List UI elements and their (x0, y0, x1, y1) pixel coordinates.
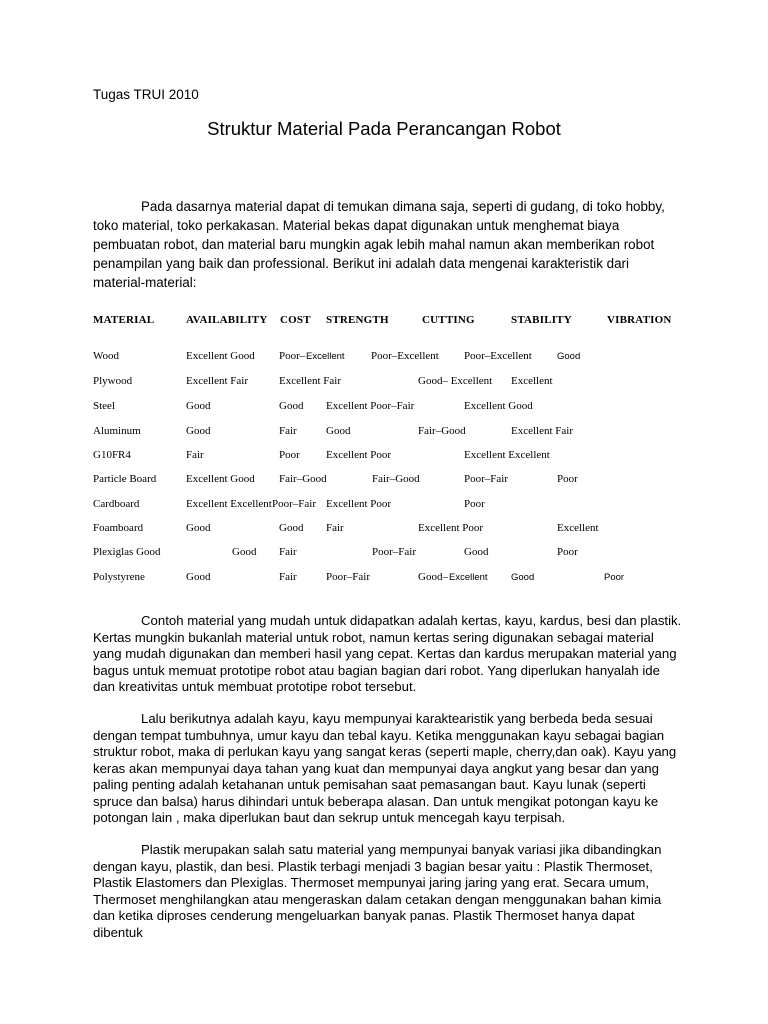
table-cell: Fair (279, 425, 297, 437)
table-cell: Poor–Fair (326, 571, 370, 583)
table-cell: Poor (604, 572, 625, 583)
table-cell: Excellent (511, 375, 553, 387)
table-cell: Good (186, 571, 211, 583)
table-cell: Good (326, 425, 351, 437)
table-header-vibration: VIBRATION (607, 314, 672, 326)
table-cell: Poor–Fair (272, 498, 316, 510)
table-cell: Good– (418, 571, 448, 583)
table-cell: Poor–Fair (372, 546, 416, 558)
table-cell: Fair–Good (418, 425, 466, 437)
table-cell: Good (186, 522, 211, 534)
intro-paragraph (93, 197, 683, 292)
body-paragraph (93, 711, 683, 827)
table-cell: Poor (279, 449, 300, 461)
table-cell: Excellent Fair (511, 425, 574, 437)
paragraph-text: Lalu berikutnya adalah kayu, kayu mempunyai karaktearistik yang berbeda beda sesuai dengan tempat tumbuhnya, umur kayu dan tebal kayu. Ketika menggunakan kayu sebagai bagian struktur robot, maka di perlukan kayu yang sangat keras (seperti maple, cherry,dan oak). Kayu yang keras akan mempunyai daya tahan yang kuat dan mempunyai daya angkut yang besar dan yang paling penting adalah ketahanan untuk pemisahan saat pemasangan baut. Kayu lunak (seperti spruce dan balsa) harus dihindari untuk beberapa alasan. Dan untuk mengikat potongan kayu ke potongan lain , maka diperlukan baut dan sekrup untuk mencegah kayu terpisah. (93, 711, 677, 825)
table-cell: Good (464, 546, 489, 558)
table-cell: Excellent Fair (279, 375, 342, 387)
table-cell: Plexiglas Good (93, 546, 161, 558)
table-cell: G10FR4 (93, 449, 131, 461)
body-paragraph (93, 842, 683, 941)
table-cell: Good (557, 351, 581, 362)
table-header-material: MATERIAL (93, 314, 155, 326)
document-title: Struktur Material Pada Perancangan Robot (207, 118, 561, 139)
table-cell: Excellent Poor–Fair (326, 400, 415, 412)
table-cell: Excellent Excellent (186, 498, 272, 510)
table-cell: Fair–Good (279, 473, 327, 485)
table-cell: Excellent Poor (326, 449, 392, 461)
table-header-availability: AVAILABILITY (186, 314, 268, 326)
table-cell: Fair (326, 522, 344, 534)
table-cell: Poor–Excellent (371, 350, 439, 362)
table-header-cost: COST (280, 314, 311, 326)
table-cell: Fair–Good (372, 473, 420, 485)
table-cell: Excellent Good (186, 350, 255, 362)
table-cell: Fair (279, 571, 297, 583)
table-cell: Fair (279, 546, 297, 558)
table-cell: Excellent (557, 522, 599, 534)
table-cell: Poor (464, 498, 485, 510)
body-paragraph (93, 613, 683, 696)
table-cell: Good (186, 425, 211, 437)
table-cell: Cardboard (93, 498, 140, 510)
table-cell: Fair (186, 449, 204, 461)
table-cell: Polystyrene (93, 571, 145, 583)
table-cell: Poor–Fair (464, 473, 508, 485)
table-cell: Excellent Excellent (464, 449, 550, 461)
table-cell: Excellent Good (186, 473, 255, 485)
table-cell: Wood (93, 350, 120, 362)
table-cell: Excellent Poor (418, 522, 484, 534)
table-cell: Steel (93, 400, 115, 412)
course-header: Tugas TRUI 2010 (93, 87, 199, 102)
table-cell: Good (232, 546, 257, 558)
table-cell: Poor–Excellent (464, 350, 532, 362)
paragraph-text: Contoh material yang mudah untuk didapatkan adalah kertas, kayu, kardus, besi dan plastik. Kertas mungkin bukanlah material untuk robot, namun kertas sering digunakan sebagai material yang mudah digunakan dan memberi hasil yang cepat. Kertas dan kardus merupakan material yang bagus untuk memuat prototipe robot atau bagian bagian dari robot. Yang diperlukan hanyalah ide dan kreativitas untuk membuat prototipe robot tersebut. (93, 613, 682, 694)
table-cell: Poor (557, 546, 578, 558)
table-cell: Plywood (93, 375, 133, 387)
table-cell: Good (279, 522, 304, 534)
table-cell: Excellent Fair (186, 375, 249, 387)
table-cell: Poor (557, 473, 578, 485)
table-cell: Excellent (306, 351, 345, 362)
table-cell: Excellent Good (464, 400, 533, 412)
table-cell: Good– Excellent (418, 375, 493, 387)
table-cell: Good (186, 400, 211, 412)
intro-paragraph-text: Pada dasarnya material dapat di temukan dimana saja, seperti di gudang, di toko hobby, toko material, toko perkakasan. Material bekas dapat digunakan untuk menghemat biaya pembuatan robot, dan material baru mungkin agak lebih mahal namun akan memberikan robot penampilan yang baik dan professional. Berikut ini adalah data mengenai karakteristik dari material-material: (93, 199, 665, 290)
table-header-cutting: CUTTING (422, 314, 475, 326)
table-cell: Excellent (449, 572, 488, 583)
table-cell: Particle Board (93, 473, 157, 485)
table-header-strength: STRENGTH (326, 314, 389, 326)
table-cell: Foamboard (93, 522, 144, 534)
paragraph-text: Plastik merupakan salah satu material yang mempunyai banyak variasi jika dibandingkan dengan kayu, plastik, dan besi. Plastik terbagi menjadi 3 bagian besar yaitu : Plastik Thermoset, Plastik Elastomers dan Plexiglas. Thermoset mempunyai jaring jaring yang erat. Secara umum, Thermoset menghilangkan atau mengeraskan dalam cetakan dengan menggunakan bahan kimia dan ketika diproses cenderung mengeluarkan banyak panas. Plastik Thermoset hanya dapat dibentuk (93, 842, 662, 940)
table-cell: Good (511, 572, 535, 583)
table-cell: Aluminum (93, 425, 141, 437)
table-cell: Poor– (279, 350, 306, 362)
table-cell: Excellent Poor (326, 498, 392, 510)
table-cell: Good (279, 400, 304, 412)
table-header-stability: STABILITY (511, 314, 572, 326)
